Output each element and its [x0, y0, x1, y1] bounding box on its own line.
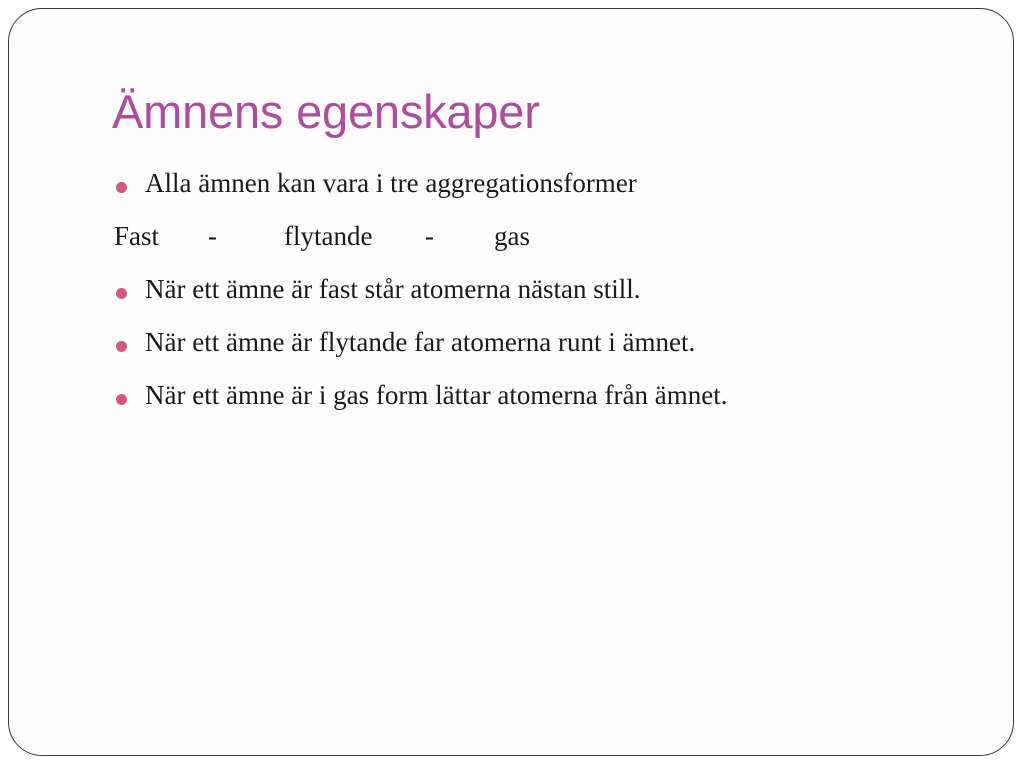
state-flytande: flytande — [284, 221, 373, 251]
bullet-text: Alla ämnen kan vara i tre aggregationsformer — [145, 168, 637, 198]
bullet-text: När ett ämne är flytande far atomerna runt i ämnet. — [145, 327, 696, 357]
state-fast: Fast — [114, 221, 160, 251]
states-line — [114, 221, 727, 274]
bullet-item — [114, 380, 727, 433]
state-gas: gas — [494, 221, 530, 251]
slide-title: Ämnens egenskaper — [112, 85, 540, 138]
slide-content — [114, 168, 727, 433]
bullet-item — [114, 327, 727, 380]
bullet-text: När ett ämne är i gas form lättar atomerna från ämnet. — [145, 380, 728, 410]
separator-dash: - — [425, 221, 434, 251]
bullet-text: När ett ämne är fast står atomerna nästan still. — [145, 274, 641, 304]
bullet-dot-icon — [116, 394, 127, 405]
separator-dash: - — [208, 221, 217, 251]
bullet-item — [114, 168, 727, 221]
bullet-dot-icon — [116, 182, 127, 193]
bullet-dot-icon — [116, 341, 127, 352]
bullet-item — [114, 274, 727, 327]
bullet-dot-icon — [116, 288, 127, 299]
